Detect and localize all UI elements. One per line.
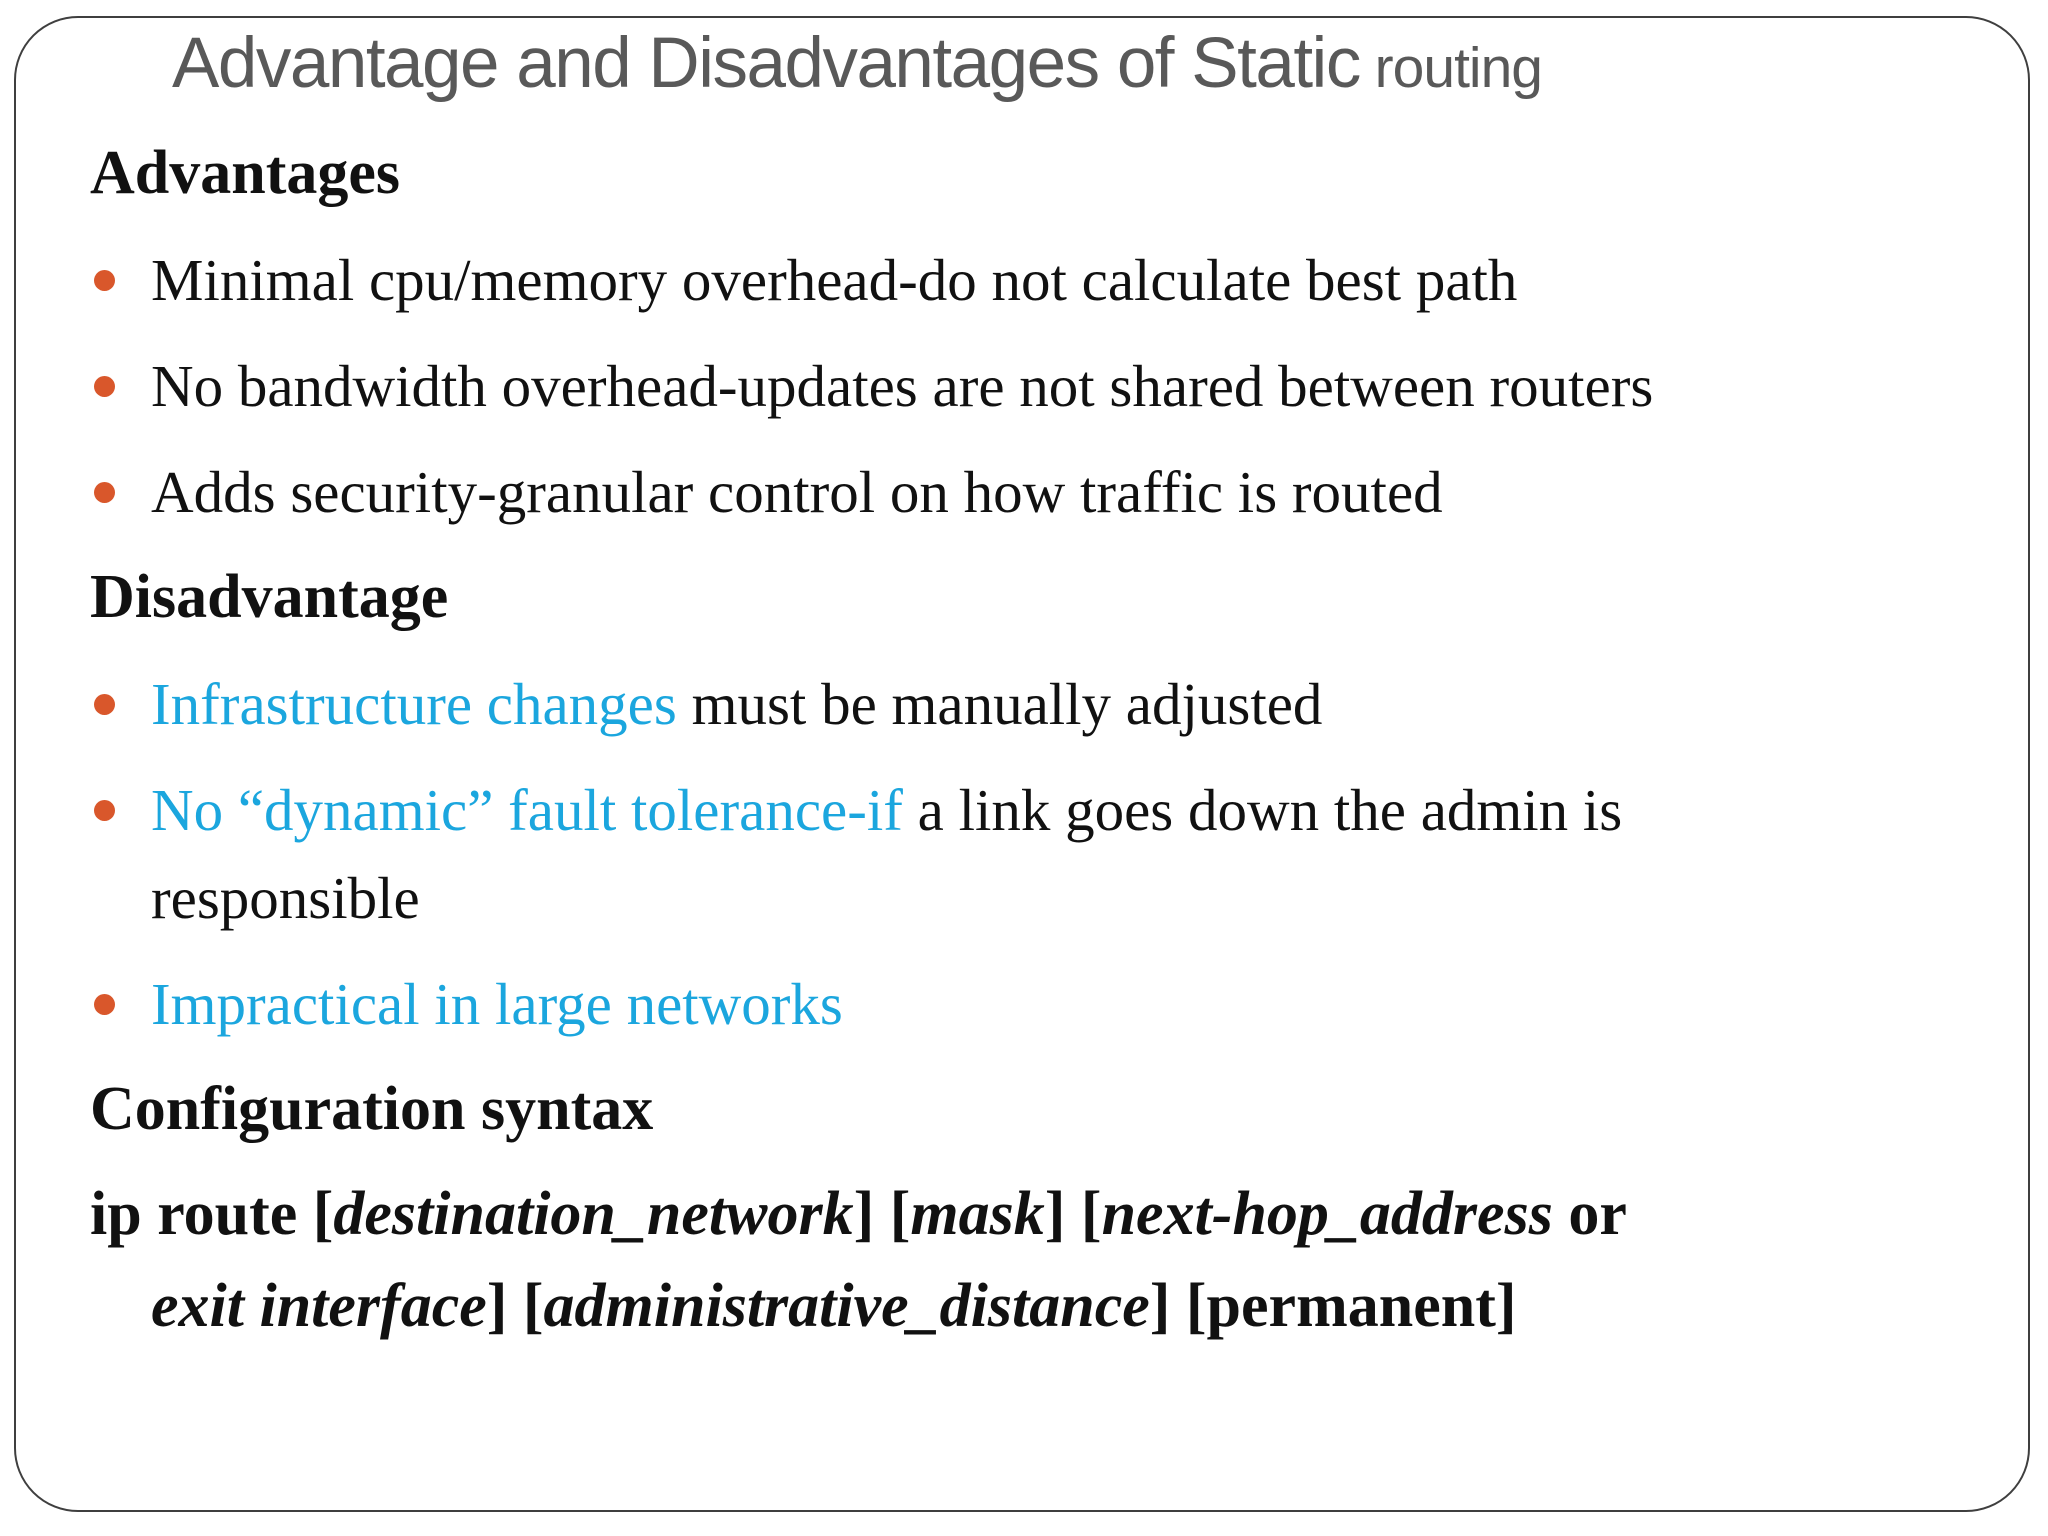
title-main: Advantage and Disadvantages of Static [172,24,1360,103]
advantage-item [90,342,1990,430]
syntax-separator: ] [ [486,1272,544,1340]
bullet-icon [94,800,115,821]
disadvantage-heading: Disadvantage [90,563,449,631]
syntax-separator: ] [ [853,1180,911,1248]
syntax-line-2 [90,1260,1627,1352]
configuration-heading: Configuration syntax [90,1075,654,1143]
syntax-exit-interface: exit interface [151,1272,487,1340]
config-syntax [90,1168,1627,1352]
advantage-item-text: Adds security-granular control on how traffic is routed [151,459,1443,525]
highlight-text: No “dynamic” fault tolerance-if [151,777,903,843]
syntax-destination: destination_network [333,1180,854,1248]
syntax-suffix: ] [permanent] [1149,1272,1517,1340]
syntax-separator: ] [ [1044,1180,1102,1248]
bullet-icon [94,482,115,503]
advantage-item-text: Minimal cpu/memory overhead-do not calculate best path [151,247,1518,313]
bullet-icon [94,994,115,1015]
disadvantage-item-text [151,660,1990,748]
disadvantage-item-text [151,766,1990,854]
bullet-icon [94,376,115,397]
bullet-icon [94,270,115,291]
disadvantage-item [90,766,1990,942]
advantage-item-text: No bandwidth overhead-updates are not shared between routers [151,353,1654,419]
syntax-admin-distance: administrative_distance [543,1272,1150,1340]
highlight-text: Infrastructure changes [151,671,677,737]
syntax-line-1 [90,1180,1627,1248]
slide-title [172,24,1542,103]
syntax-mask: mask [910,1180,1045,1248]
disadvantage-item [90,960,1990,1048]
advantage-item [90,236,1990,324]
title-suffix: routing [1359,36,1542,100]
advantages-heading: Advantages [90,139,401,207]
disadvantage-item [90,660,1990,748]
syntax-next-hop: next-hop_address [1101,1180,1553,1248]
syntax-or: or [1552,1180,1627,1248]
advantage-item [90,448,1990,536]
plain-text: a link goes down the admin is [902,777,1623,843]
bullet-icon [94,694,115,715]
disadvantage-item-text: Impractical in large networks [151,971,843,1037]
plain-text: must be manually adjusted [676,671,1323,737]
syntax-prefix: ip route [ [90,1180,334,1248]
disadvantage-item-continuation: responsible [151,865,420,931]
